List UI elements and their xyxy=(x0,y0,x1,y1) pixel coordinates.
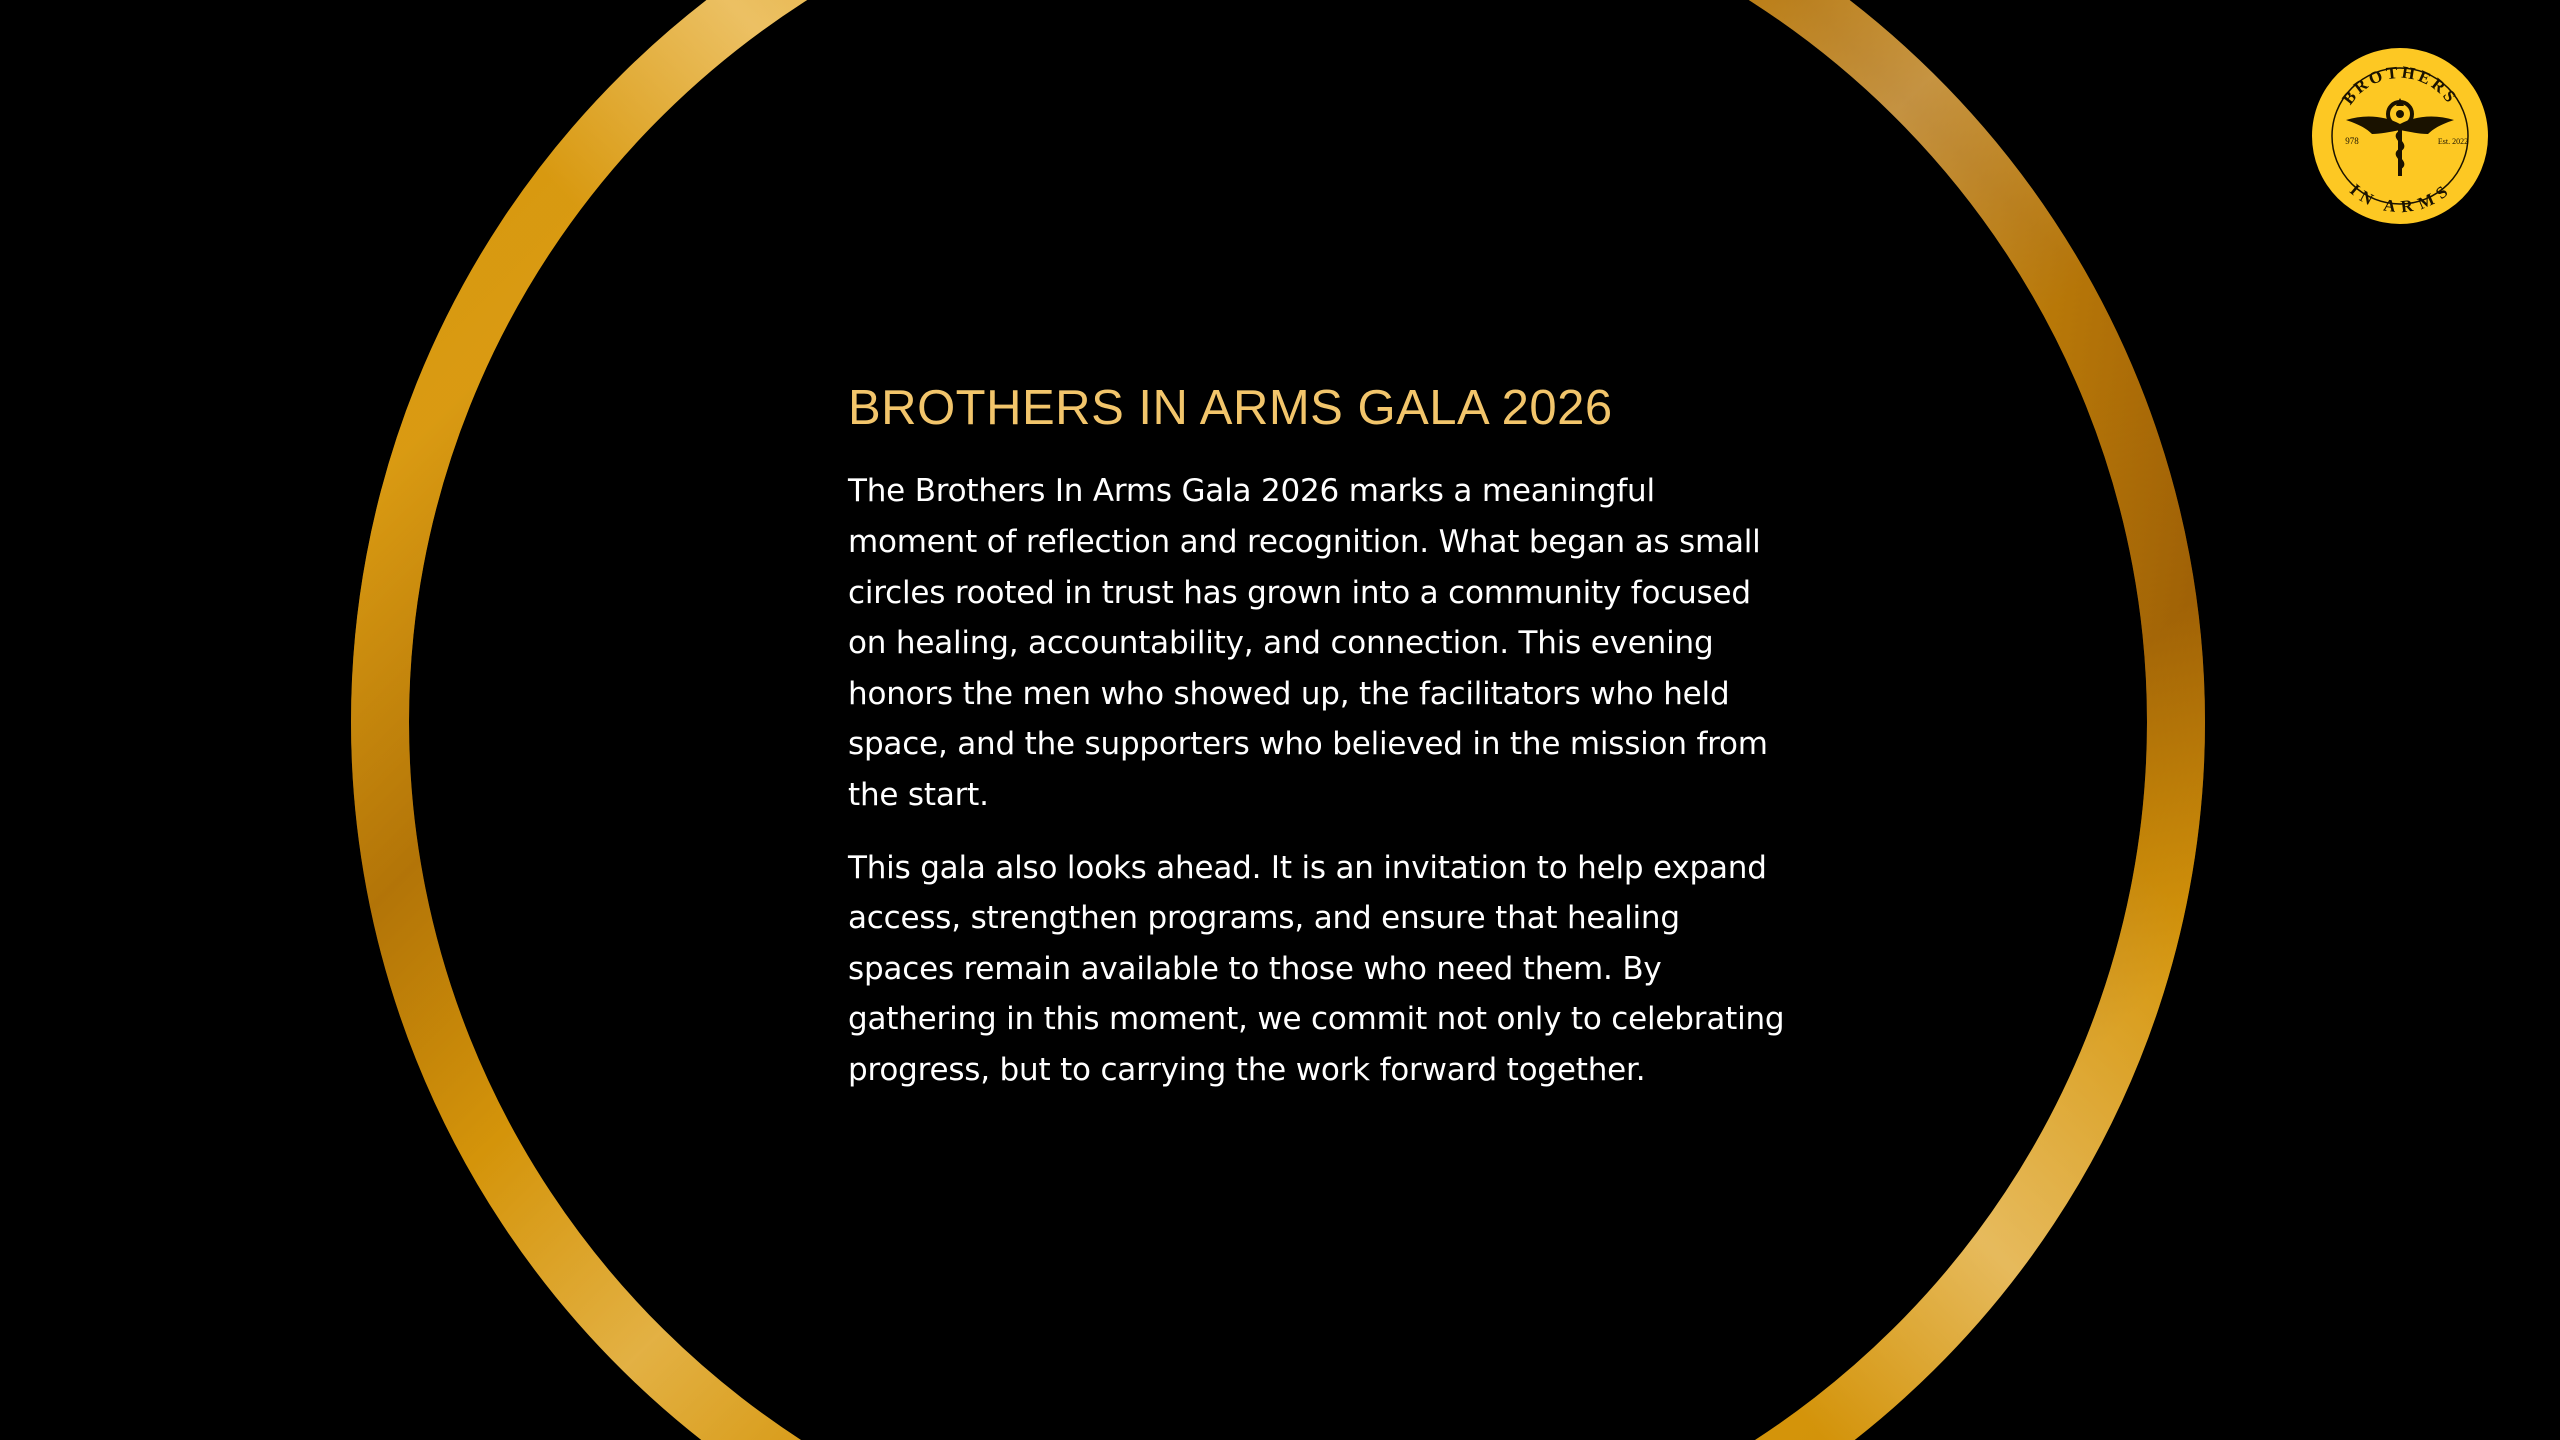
brothers-in-arms-logo xyxy=(2310,46,2490,226)
intro-paragraph: The Brothers In Arms Gala 2026 marks a meaningful moment of reflection and recognition. What began as small circles rooted in trust has grown into a community focused on healing, accountability, and connection. This evening honors the men who showed up, the facilitators who held space, and the supporters who believed in the mission from the start. xyxy=(848,473,1768,813)
logo-bottom-text: IN ARMS xyxy=(2346,180,2454,217)
outlook-paragraph: This gala also looks ahead. It is an invitation to help expand access, strengthen programs, and ensure that healing spaces remain available to those who need them. By gathering in this moment, we commit not only to celebrating progress, but to carrying the work forward together. xyxy=(848,849,1785,1088)
logo-right-text: Est. 2022 xyxy=(2437,137,2469,146)
logo-top-text: BROTHERS xyxy=(2338,62,2462,109)
page-title: BROTHERS IN ARMS GALA 2026 xyxy=(848,381,1613,435)
gala-description xyxy=(848,380,1788,1117)
logo-left-text: 978 xyxy=(2345,136,2359,146)
